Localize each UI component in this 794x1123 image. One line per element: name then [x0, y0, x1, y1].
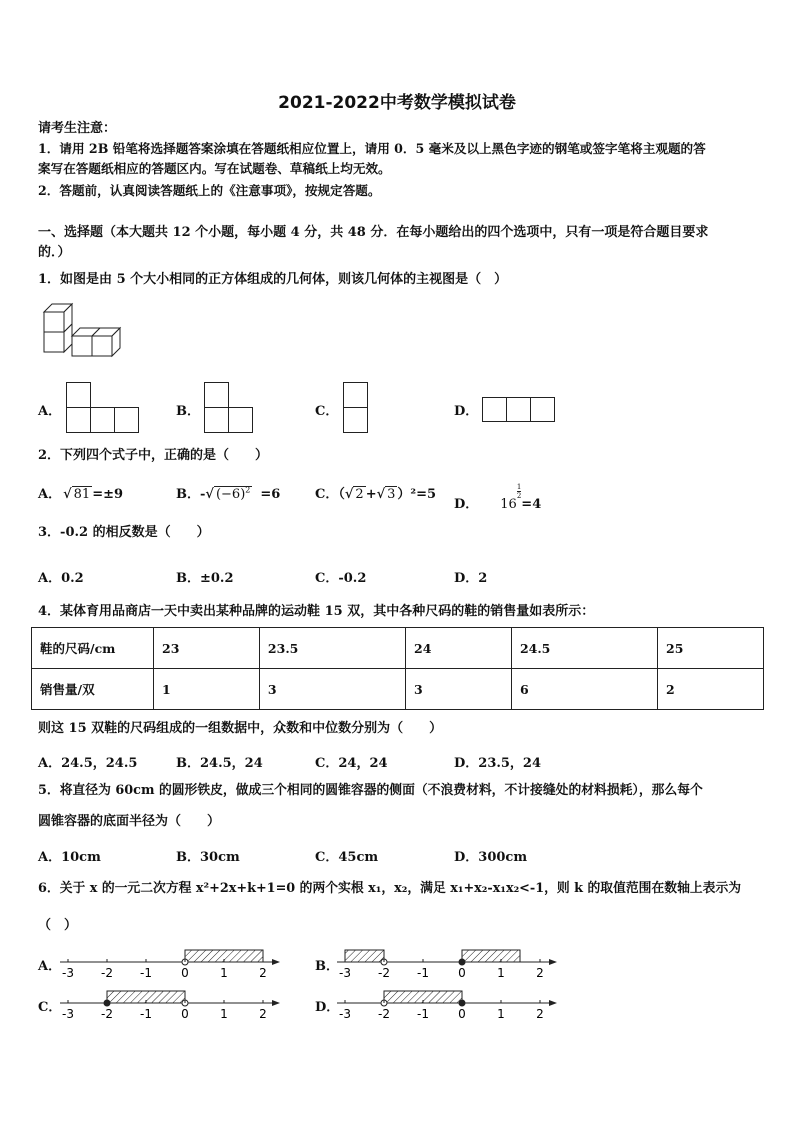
tick-label: 0 [458, 966, 466, 980]
tick-label: 0 [181, 1007, 189, 1021]
tick-label: 0 [458, 1007, 466, 1021]
tick-label: -2 [101, 966, 113, 980]
q6-line-1: 6．关于 x 的一元二次方程 x²+2x+k+1=0 的两个实根 x₁，x₂，满足 x₁+x₂-x₁x₂<-1，则 k 的取值范围在数轴上表示为 [38, 881, 742, 896]
q2-c-radicand-2: 3 [387, 487, 396, 502]
q4-option-d[interactable]: D．23.5，24 [454, 756, 542, 771]
q2-b-radicand [214, 486, 252, 502]
tick-label: 2 [259, 1007, 267, 1021]
table-cell: 3 [406, 669, 512, 710]
tick-label: 2 [536, 966, 544, 980]
tick-label: -1 [140, 1007, 152, 1021]
q1-stem: 1．如图是由 5 个大小相同的正方体组成的几何体，则该几何体的主视图是（ ） [38, 272, 508, 287]
q1-option-a-label: A． [38, 404, 62, 419]
q2-a-rest: =±9 [92, 487, 124, 502]
q2-option-b-label: B． [176, 487, 200, 502]
table-cell: 鞋的尺码/cm [32, 628, 154, 669]
notice-line-2: 案写在答题纸相应的答题区内。写在试题卷、草稿纸上均无效。 [38, 161, 391, 176]
page-title: 2021-2022中考数学模拟试卷 [278, 93, 516, 113]
q1-option-a-figure[interactable] [66, 382, 142, 434]
notice-line-3: 2．答题前，认真阅读答题纸上的《注意事项》，按规定答题。 [38, 183, 381, 198]
q2-option-b[interactable]: B．-√ $(-6)^2 =6$ [176, 485, 281, 502]
q2-d-base: 16 [500, 497, 517, 512]
q1-option-b-figure[interactable] [204, 382, 256, 434]
sqrt-symbol: √ [376, 487, 386, 502]
q6-option-c-numberline[interactable] [56, 985, 286, 1021]
q2-option-c[interactable] [315, 483, 436, 502]
q2-c-radicand-1: 2 [355, 487, 364, 502]
q2-option-a-label: A． [38, 487, 62, 502]
q2-d-num: 1 [516, 483, 522, 491]
notice-line-1: 1．请用 2B 铅笔将选择题答案涂填在答题纸相应位置上，请用 0．5 毫米及以上黑色字迹的钢笔或签字笔将主观题的答 [38, 141, 706, 156]
q5-line-2: 圆锥容器的底面半径为（ ） [38, 814, 221, 829]
tick-label: -2 [378, 1007, 390, 1021]
table-cell: 25 [658, 628, 764, 669]
q2-option-a[interactable] [38, 483, 123, 502]
q6-line-2: （ ） [38, 918, 78, 933]
q4-option-b[interactable]: B．24.5，24 [176, 756, 263, 771]
q2-option-d[interactable] [454, 483, 541, 512]
q3-option-c[interactable]: C．-0.2 [315, 571, 367, 586]
q2-c-plus: + [365, 487, 377, 502]
q5-option-a[interactable]: A．10cm [38, 850, 101, 865]
q1-option-d-figure[interactable] [482, 397, 560, 425]
q6-option-a-label: A． [38, 959, 62, 974]
table-cell: 24.5 [511, 628, 657, 669]
q4-option-c[interactable]: C．24，24 [315, 756, 388, 771]
q6-option-c-label: C． [38, 1000, 62, 1015]
table-cell: 1 [154, 669, 260, 710]
tick-label: -3 [62, 966, 74, 980]
q2-option-d-label: D． [454, 497, 479, 512]
sqrt-symbol: √ [344, 487, 354, 502]
tick-label: 1 [497, 1007, 505, 1021]
table-cell: 3 [259, 669, 405, 710]
table-cell: 销售量/双 [32, 669, 154, 710]
tick-label: -1 [140, 966, 152, 980]
q4-size-table [31, 627, 764, 710]
tick-label: -2 [378, 966, 390, 980]
tick-label: 1 [220, 1007, 228, 1021]
q6-option-b-numberline[interactable] [333, 944, 563, 980]
q4-stem: 4．某体育用品商店一天中卖出某种品牌的运动鞋 15 双，其中各种尺码的鞋的销售量如表所示： [38, 604, 595, 619]
q6-option-d-numberline[interactable] [333, 985, 563, 1021]
q2-stem: 2．下列四个式子中，正确的是（ ） [38, 448, 269, 463]
q6-option-a-numberline[interactable] [56, 944, 286, 980]
q2-d-rest: =4 [521, 497, 542, 512]
q4-follow-up: 则这 15 双鞋的尺码组成的一组数据中，众数和中位数分别为（ ） [38, 721, 443, 736]
q3-option-b[interactable]: B．±0.2 [176, 571, 234, 586]
tick-label: 1 [497, 966, 505, 980]
q1-solid-figure [40, 300, 125, 362]
notice-heading: 请考生注意： [38, 121, 117, 136]
tick-label: -1 [417, 1007, 429, 1021]
q5-option-c[interactable]: C．45cm [315, 850, 379, 865]
q5-option-d[interactable]: D．300cm [454, 850, 528, 865]
table-cell: 24 [406, 628, 512, 669]
q2-option-c-label: C．（ [315, 487, 345, 502]
q1-option-c-figure[interactable] [343, 382, 371, 434]
tick-label: -3 [62, 1007, 74, 1021]
q5-line-1: 5．将直径为 60cm 的圆形铁皮，做成三个相同的圆锥容器的侧面（不浪费材料，不计接缝处的材料损耗），那么每个 [38, 783, 703, 798]
q1-option-b-label: B． [176, 404, 200, 419]
tick-label: 2 [259, 966, 267, 980]
q1-option-c-label: C． [315, 404, 339, 419]
tick-label: -2 [101, 1007, 113, 1021]
section-heading-line-1: 一、选择题（本大题共 12 个小题，每小题 4 分，共 48 分．在每小题给出的四个选项中，只有一项是符合题目要求 [38, 225, 709, 240]
table-cell: 23.5 [259, 628, 405, 669]
q5-option-b[interactable]: B．30cm [176, 850, 240, 865]
tick-label: 0 [181, 966, 189, 980]
tick-label: -3 [339, 1007, 351, 1021]
sqrt-symbol: √ [63, 487, 72, 502]
q2-c-rest: ）²=5 [397, 487, 437, 502]
q4-option-a[interactable]: A．24.5，24.5 [38, 756, 138, 771]
q2-b-rest: =6 [260, 487, 281, 502]
q1-option-d-label: D． [454, 404, 479, 419]
q3-option-d[interactable]: D．2 [454, 571, 488, 586]
table-row [32, 669, 764, 710]
q2-d-den: 2 [516, 492, 522, 500]
q2-b-exponent: 2 [245, 485, 251, 495]
q3-option-a[interactable]: A．0.2 [38, 571, 84, 586]
tick-label: -1 [417, 966, 429, 980]
q2-a-radicand: 81 [73, 487, 91, 502]
tick-label: 1 [220, 966, 228, 980]
tick-label: 2 [536, 1007, 544, 1021]
section-heading-line-2: 的．） [38, 245, 71, 260]
q2-b-radicand-text: (−6) [215, 487, 246, 502]
q3-stem: 3．-0.2 的相反数是（ ） [38, 525, 210, 540]
table-cell: 23 [154, 628, 260, 669]
table-cell: 6 [511, 669, 657, 710]
q6-option-d-label: D． [315, 1000, 340, 1015]
tick-label: -3 [339, 966, 351, 980]
q6-option-b-label: B． [315, 959, 339, 974]
table-cell: 2 [658, 669, 764, 710]
sqrt-symbol: √ [205, 487, 214, 502]
table-row [32, 628, 764, 669]
